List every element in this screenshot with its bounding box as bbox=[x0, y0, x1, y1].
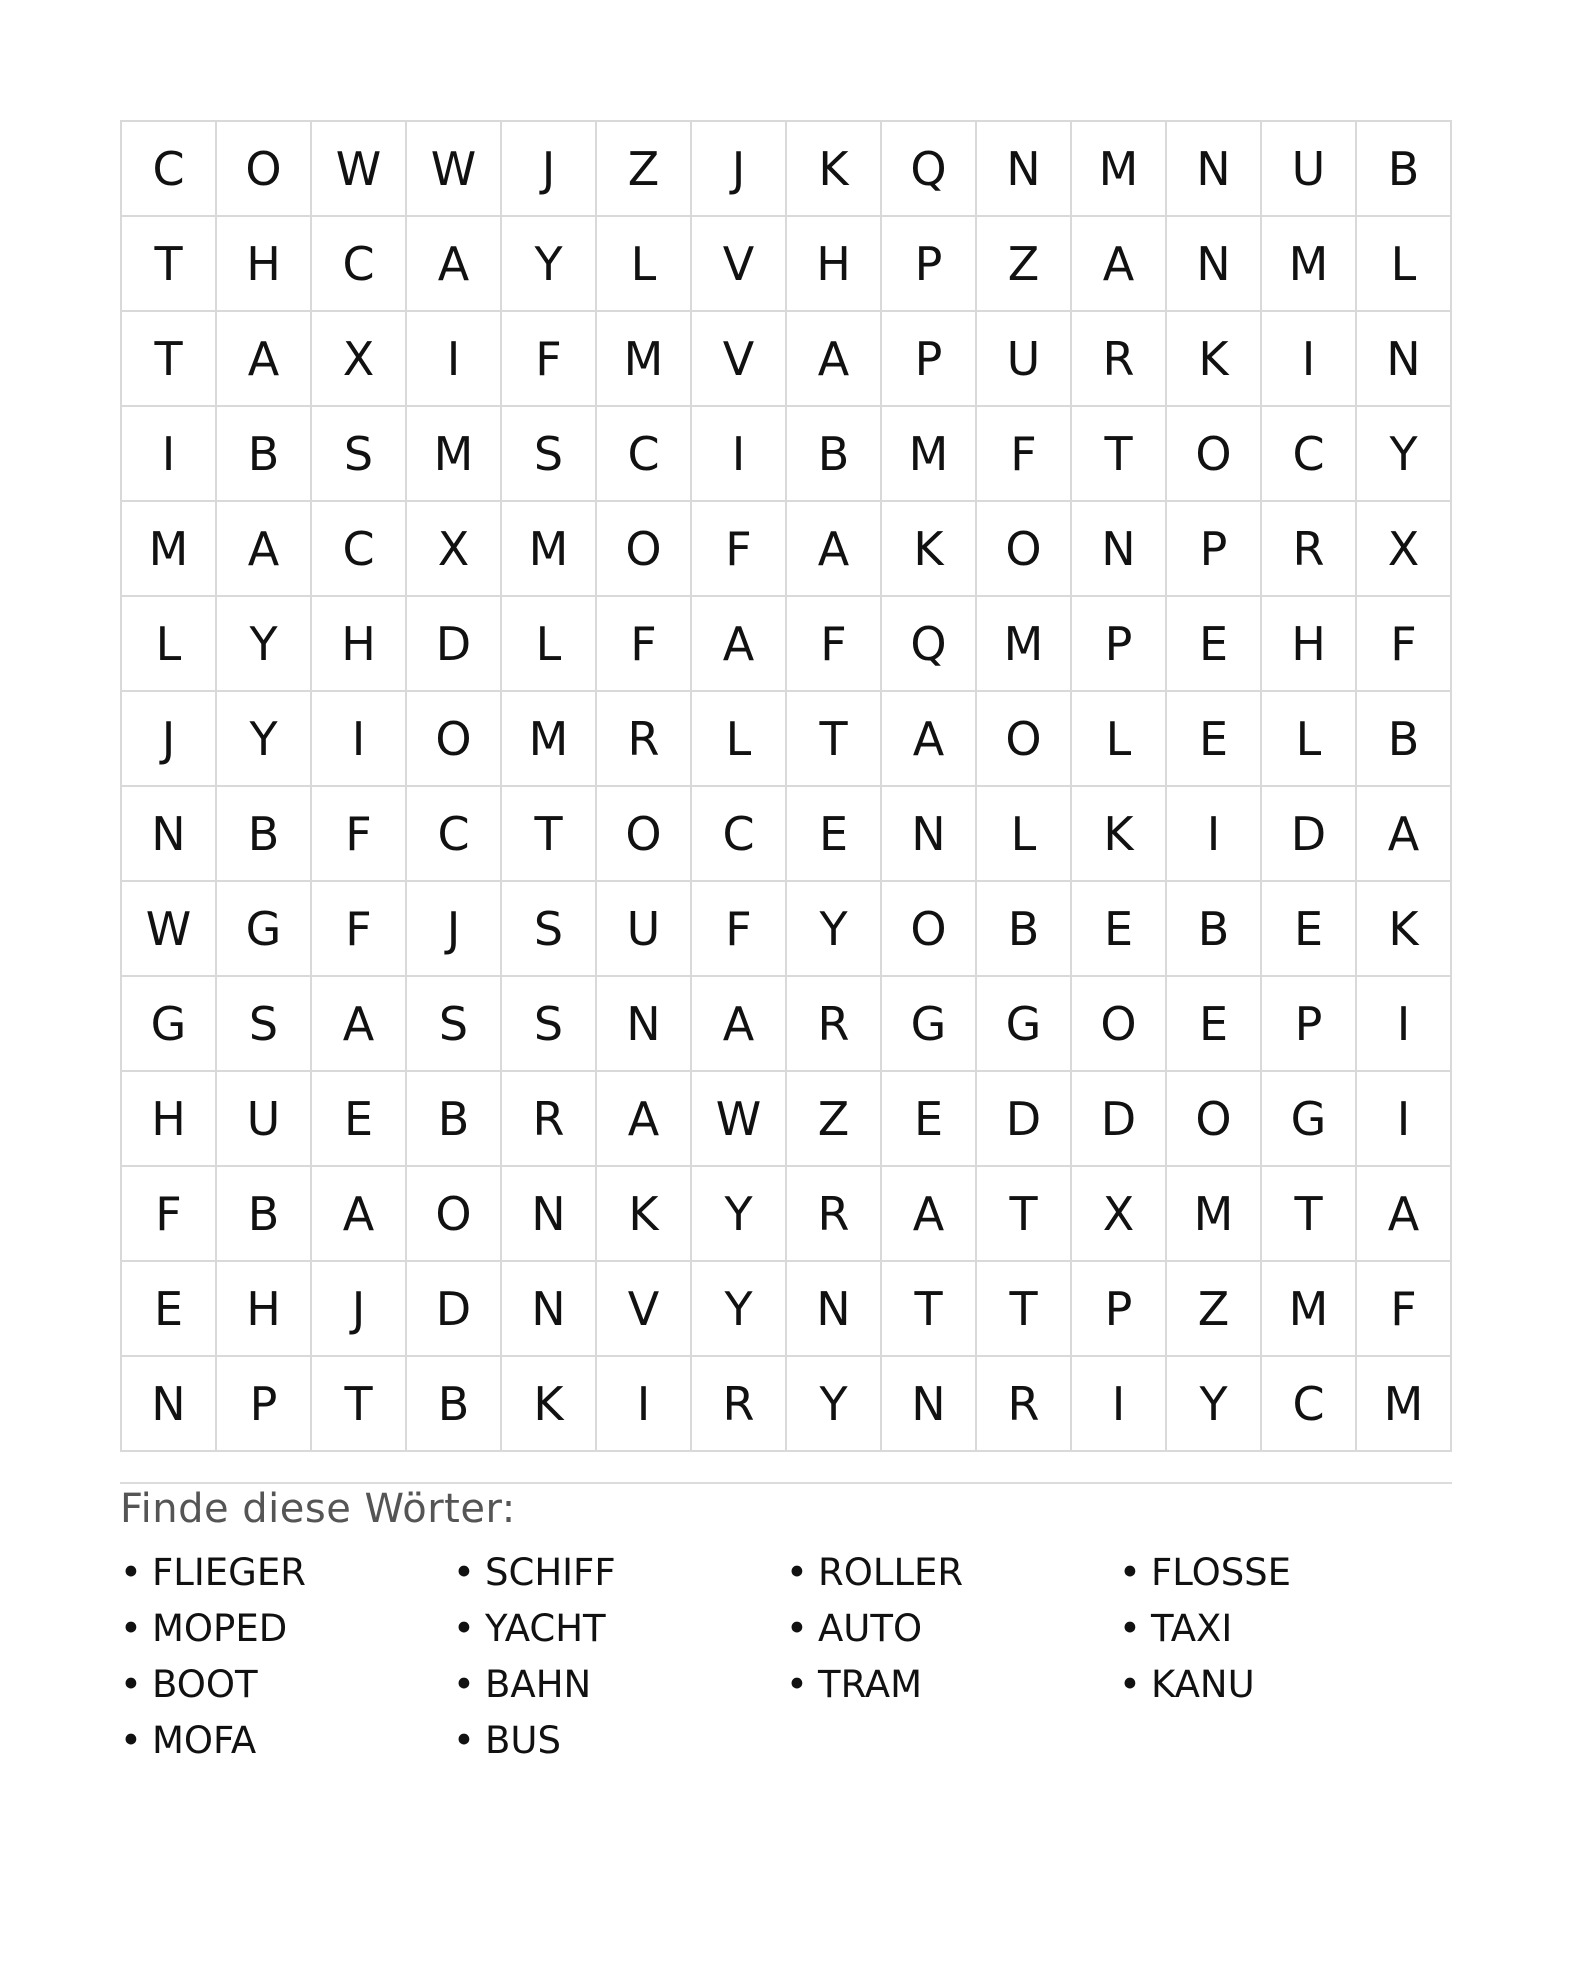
grid-cell[interactable]: C bbox=[1262, 407, 1357, 502]
grid-cell[interactable]: O bbox=[1167, 407, 1262, 502]
grid-cell[interactable]: I bbox=[312, 692, 407, 787]
grid-cell[interactable]: Y bbox=[787, 1357, 882, 1452]
grid-cell[interactable]: R bbox=[1072, 312, 1167, 407]
bullet-icon: • bbox=[120, 1606, 142, 1650]
grid-cell[interactable]: Y bbox=[217, 597, 312, 692]
bullet-icon: • bbox=[1119, 1550, 1141, 1594]
grid-cell[interactable]: A bbox=[597, 1072, 692, 1167]
grid-cell[interactable]: L bbox=[977, 787, 1072, 882]
bullet-icon: • bbox=[786, 1662, 808, 1706]
grid-cell[interactable]: L bbox=[122, 597, 217, 692]
grid-cell[interactable]: X bbox=[407, 502, 502, 597]
grid-cell[interactable]: B bbox=[217, 787, 312, 882]
grid-cell[interactable]: F bbox=[1357, 1262, 1452, 1357]
word-label: BAHN bbox=[485, 1662, 592, 1706]
grid-cell[interactable]: F bbox=[502, 312, 597, 407]
grid-cell[interactable]: H bbox=[122, 1072, 217, 1167]
grid-cell[interactable]: E bbox=[882, 1072, 977, 1167]
grid-cell[interactable]: E bbox=[1167, 597, 1262, 692]
grid-cell[interactable]: A bbox=[1357, 1167, 1452, 1262]
grid-cell[interactable]: J bbox=[122, 692, 217, 787]
grid-cell[interactable]: C bbox=[692, 787, 787, 882]
grid-cell[interactable]: O bbox=[1072, 977, 1167, 1072]
bullet-icon: • bbox=[453, 1606, 475, 1650]
grid-cell[interactable]: B bbox=[787, 407, 882, 502]
grid-cell[interactable]: S bbox=[312, 407, 407, 502]
grid-cell[interactable]: I bbox=[1357, 977, 1452, 1072]
grid-cell[interactable]: C bbox=[312, 217, 407, 312]
grid-cell[interactable]: O bbox=[217, 122, 312, 217]
grid-cell[interactable]: A bbox=[882, 1167, 977, 1262]
grid-cell[interactable]: A bbox=[217, 312, 312, 407]
grid-cell[interactable]: G bbox=[217, 882, 312, 977]
grid-cell[interactable]: T bbox=[977, 1167, 1072, 1262]
grid-cell[interactable]: E bbox=[312, 1072, 407, 1167]
grid-cell[interactable]: L bbox=[1357, 217, 1452, 312]
bullet-icon: • bbox=[453, 1662, 475, 1706]
grid-cell[interactable]: I bbox=[407, 312, 502, 407]
grid-cell[interactable]: C bbox=[597, 407, 692, 502]
grid-cell[interactable]: S bbox=[407, 977, 502, 1072]
grid-cell[interactable]: P bbox=[1262, 977, 1357, 1072]
grid-cell[interactable]: N bbox=[882, 787, 977, 882]
grid-cell[interactable]: N bbox=[122, 1357, 217, 1452]
grid-cell[interactable]: M bbox=[977, 597, 1072, 692]
grid-cell[interactable]: N bbox=[1167, 122, 1262, 217]
grid-cell[interactable]: J bbox=[407, 882, 502, 977]
grid-cell[interactable]: Z bbox=[597, 122, 692, 217]
bullet-icon: • bbox=[120, 1550, 142, 1594]
word-list-item bbox=[120, 1600, 453, 1656]
grid-cell[interactable]: L bbox=[502, 597, 597, 692]
bullet-icon: • bbox=[1119, 1662, 1141, 1706]
grid-cell[interactable]: H bbox=[217, 1262, 312, 1357]
grid-cell[interactable]: V bbox=[692, 217, 787, 312]
grid-cell[interactable]: D bbox=[1262, 787, 1357, 882]
grid-cell[interactable]: N bbox=[787, 1262, 882, 1357]
grid-cell[interactable]: N bbox=[502, 1262, 597, 1357]
word-label: KANU bbox=[1151, 1662, 1255, 1706]
word-label: TAXI bbox=[1151, 1606, 1233, 1650]
grid-cell[interactable]: F bbox=[692, 502, 787, 597]
grid-cell[interactable]: R bbox=[977, 1357, 1072, 1452]
word-label: MOPED bbox=[152, 1606, 288, 1650]
grid-cell[interactable]: D bbox=[977, 1072, 1072, 1167]
grid-cell[interactable]: L bbox=[597, 217, 692, 312]
grid-cell[interactable]: O bbox=[597, 787, 692, 882]
grid-cell[interactable]: K bbox=[882, 502, 977, 597]
grid-cell[interactable]: W bbox=[692, 1072, 787, 1167]
grid-cell[interactable]: T bbox=[882, 1262, 977, 1357]
grid-cell[interactable]: O bbox=[597, 502, 692, 597]
word-label: MOFA bbox=[152, 1718, 257, 1762]
grid-cell[interactable]: F bbox=[597, 597, 692, 692]
grid-cell[interactable]: A bbox=[217, 502, 312, 597]
word-label: AUTO bbox=[818, 1606, 923, 1650]
grid-cell[interactable]: R bbox=[787, 1167, 882, 1262]
grid-cell[interactable]: D bbox=[407, 597, 502, 692]
grid-cell[interactable]: B bbox=[1357, 122, 1452, 217]
grid-cell[interactable]: N bbox=[1167, 217, 1262, 312]
grid-cell[interactable]: F bbox=[977, 407, 1072, 502]
grid-cell[interactable]: D bbox=[1072, 1072, 1167, 1167]
grid-cell[interactable]: N bbox=[502, 1167, 597, 1262]
word-label: FLIEGER bbox=[152, 1550, 306, 1594]
bullet-icon: • bbox=[1119, 1606, 1141, 1650]
grid-cell[interactable]: M bbox=[1262, 217, 1357, 312]
grid-cell[interactable]: R bbox=[502, 1072, 597, 1167]
grid-cell[interactable]: H bbox=[312, 597, 407, 692]
grid-cell[interactable]: T bbox=[1262, 1167, 1357, 1262]
grid-cell[interactable]: E bbox=[787, 787, 882, 882]
grid-cell[interactable]: N bbox=[977, 122, 1072, 217]
grid-cell[interactable]: S bbox=[217, 977, 312, 1072]
grid-cell[interactable]: Q bbox=[882, 597, 977, 692]
grid-cell[interactable]: B bbox=[1357, 692, 1452, 787]
grid-cell[interactable]: D bbox=[407, 1262, 502, 1357]
grid-cell[interactable]: N bbox=[1357, 312, 1452, 407]
word-list-item bbox=[120, 1656, 453, 1712]
word-list-item bbox=[453, 1712, 786, 1768]
grid-cell[interactable]: H bbox=[217, 217, 312, 312]
grid-cell[interactable]: J bbox=[502, 122, 597, 217]
word-list-item bbox=[120, 1544, 453, 1600]
bullet-icon: • bbox=[453, 1718, 475, 1762]
grid-cell[interactable]: A bbox=[1072, 217, 1167, 312]
divider bbox=[120, 1482, 1452, 1484]
grid-cell[interactable]: W bbox=[407, 122, 502, 217]
word-list-item bbox=[1119, 1544, 1452, 1600]
grid-cell[interactable]: B bbox=[1167, 882, 1262, 977]
grid-cell[interactable]: N bbox=[1072, 502, 1167, 597]
grid-cell[interactable]: C bbox=[1262, 1357, 1357, 1452]
grid-cell[interactable]: O bbox=[407, 692, 502, 787]
grid-cell[interactable]: V bbox=[692, 312, 787, 407]
grid-cell[interactable]: B bbox=[407, 1357, 502, 1452]
grid-cell[interactable]: Z bbox=[977, 217, 1072, 312]
grid-cell[interactable]: I bbox=[1072, 1357, 1167, 1452]
grid-cell[interactable]: E bbox=[1167, 692, 1262, 787]
grid-cell[interactable]: B bbox=[977, 882, 1072, 977]
grid-cell[interactable]: T bbox=[122, 217, 217, 312]
grid-cell[interactable]: I bbox=[692, 407, 787, 502]
grid-cell[interactable]: X bbox=[1072, 1167, 1167, 1262]
grid-cell[interactable]: X bbox=[312, 312, 407, 407]
grid-cell[interactable]: Q bbox=[882, 122, 977, 217]
grid-cell[interactable]: K bbox=[597, 1167, 692, 1262]
grid-cell[interactable]: Y bbox=[1357, 407, 1452, 502]
word-label: ROLLER bbox=[818, 1550, 964, 1594]
grid-cell[interactable]: F bbox=[312, 787, 407, 882]
grid-cell[interactable]: E bbox=[1072, 882, 1167, 977]
bullet-icon: • bbox=[453, 1550, 475, 1594]
letter-grid bbox=[120, 120, 1452, 1452]
grid-cell[interactable]: M bbox=[1072, 122, 1167, 217]
grid-cell[interactable]: M bbox=[882, 407, 977, 502]
grid-cell[interactable]: M bbox=[1167, 1167, 1262, 1262]
grid-cell[interactable]: Y bbox=[787, 882, 882, 977]
grid-cell[interactable]: C bbox=[312, 502, 407, 597]
bullet-icon: • bbox=[786, 1606, 808, 1650]
grid-cell[interactable]: O bbox=[977, 692, 1072, 787]
grid-cell[interactable]: K bbox=[502, 1357, 597, 1452]
word-list-item bbox=[453, 1656, 786, 1712]
grid-cell[interactable]: B bbox=[217, 407, 312, 502]
grid-cell[interactable]: A bbox=[407, 217, 502, 312]
grid-cell[interactable]: M bbox=[1357, 1357, 1452, 1452]
grid-cell[interactable]: G bbox=[977, 977, 1072, 1072]
word-label: BUS bbox=[485, 1718, 561, 1762]
grid-cell[interactable]: N bbox=[882, 1357, 977, 1452]
word-label: TRAM bbox=[818, 1662, 923, 1706]
grid-cell[interactable]: S bbox=[502, 882, 597, 977]
grid-cell[interactable]: W bbox=[312, 122, 407, 217]
grid-cell[interactable]: U bbox=[1262, 122, 1357, 217]
grid-cell[interactable]: F bbox=[1357, 597, 1452, 692]
grid-cell[interactable]: T bbox=[502, 787, 597, 882]
grid-cell[interactable]: P bbox=[217, 1357, 312, 1452]
grid-cell[interactable]: E bbox=[1167, 977, 1262, 1072]
grid-cell[interactable]: K bbox=[1167, 312, 1262, 407]
grid-cell[interactable]: J bbox=[692, 122, 787, 217]
grid-cell[interactable]: B bbox=[407, 1072, 502, 1167]
grid-cell[interactable]: Y bbox=[217, 692, 312, 787]
grid-cell[interactable]: F bbox=[787, 597, 882, 692]
grid-cell[interactable]: M bbox=[1262, 1262, 1357, 1357]
word-list-item bbox=[786, 1544, 1119, 1600]
grid-cell[interactable]: T bbox=[977, 1262, 1072, 1357]
grid-cell[interactable]: O bbox=[1167, 1072, 1262, 1167]
grid-cell[interactable]: I bbox=[1167, 787, 1262, 882]
grid-cell[interactable]: S bbox=[502, 977, 597, 1072]
grid-cell[interactable]: R bbox=[597, 692, 692, 787]
word-list-item bbox=[120, 1712, 453, 1768]
bullet-icon: • bbox=[786, 1550, 808, 1594]
grid-cell[interactable]: N bbox=[597, 977, 692, 1072]
grid-cell[interactable]: Y bbox=[502, 217, 597, 312]
grid-cell[interactable]: K bbox=[1072, 787, 1167, 882]
grid-cell[interactable]: M bbox=[502, 502, 597, 597]
grid-cell[interactable]: I bbox=[597, 1357, 692, 1452]
grid-cell[interactable]: P bbox=[1072, 1262, 1167, 1357]
grid-cell[interactable]: O bbox=[882, 882, 977, 977]
grid-cell[interactable]: A bbox=[1357, 787, 1452, 882]
grid-cell[interactable]: Y bbox=[692, 1167, 787, 1262]
grid-cell[interactable]: C bbox=[407, 787, 502, 882]
grid-cell[interactable]: L bbox=[1262, 692, 1357, 787]
grid-cell[interactable]: U bbox=[977, 312, 1072, 407]
grid-cell[interactable]: R bbox=[787, 977, 882, 1072]
grid-cell[interactable]: A bbox=[692, 977, 787, 1072]
grid-cell[interactable]: O bbox=[407, 1167, 502, 1262]
grid-cell[interactable]: P bbox=[1072, 597, 1167, 692]
grid-cell[interactable]: E bbox=[1262, 882, 1357, 977]
word-list-item bbox=[453, 1544, 786, 1600]
grid-cell[interactable]: A bbox=[312, 1167, 407, 1262]
grid-cell[interactable]: G bbox=[1262, 1072, 1357, 1167]
grid-cell[interactable]: I bbox=[1357, 1072, 1452, 1167]
word-label: FLOSSE bbox=[1151, 1550, 1292, 1594]
grid-cell[interactable]: A bbox=[787, 312, 882, 407]
grid-cell[interactable]: R bbox=[1262, 502, 1357, 597]
grid-cell[interactable]: A bbox=[882, 692, 977, 787]
grid-cell[interactable]: O bbox=[977, 502, 1072, 597]
word-list-item bbox=[1119, 1656, 1452, 1712]
grid-cell[interactable]: Z bbox=[787, 1072, 882, 1167]
grid-cell[interactable]: T bbox=[122, 312, 217, 407]
grid-cell[interactable]: I bbox=[122, 407, 217, 502]
grid-cell[interactable]: A bbox=[787, 502, 882, 597]
grid-cell[interactable]: F bbox=[692, 882, 787, 977]
grid-cell[interactable]: L bbox=[692, 692, 787, 787]
word-list-heading: Finde diese Wörter: bbox=[120, 1486, 516, 1532]
grid-cell[interactable]: U bbox=[597, 882, 692, 977]
word-list bbox=[120, 1544, 1452, 1768]
grid-cell[interactable]: K bbox=[787, 122, 882, 217]
grid-cell[interactable]: E bbox=[122, 1262, 217, 1357]
word-list-item bbox=[1119, 1600, 1452, 1656]
grid-cell[interactable]: T bbox=[1072, 407, 1167, 502]
grid-cell[interactable]: H bbox=[787, 217, 882, 312]
grid-cell[interactable]: K bbox=[1357, 882, 1452, 977]
grid-cell[interactable]: F bbox=[312, 882, 407, 977]
grid-cell[interactable]: Y bbox=[692, 1262, 787, 1357]
grid-cell[interactable]: J bbox=[312, 1262, 407, 1357]
grid-cell[interactable]: P bbox=[882, 312, 977, 407]
grid-cell[interactable]: P bbox=[882, 217, 977, 312]
grid-cell[interactable]: M bbox=[122, 502, 217, 597]
grid-cell[interactable]: C bbox=[122, 122, 217, 217]
grid-cell[interactable]: P bbox=[1167, 502, 1262, 597]
word-list-item bbox=[786, 1656, 1119, 1712]
grid-cell[interactable]: V bbox=[597, 1262, 692, 1357]
grid-cell[interactable]: X bbox=[1357, 502, 1452, 597]
word-list-item bbox=[786, 1600, 1119, 1656]
grid-cell[interactable]: T bbox=[787, 692, 882, 787]
grid-cell[interactable]: L bbox=[1072, 692, 1167, 787]
grid-cell[interactable]: S bbox=[502, 407, 597, 502]
grid-cell[interactable]: A bbox=[312, 977, 407, 1072]
grid-cell[interactable]: U bbox=[217, 1072, 312, 1167]
word-label: BOOT bbox=[152, 1662, 258, 1706]
grid-cell[interactable]: R bbox=[692, 1357, 787, 1452]
bullet-icon: • bbox=[120, 1662, 142, 1706]
grid-cell[interactable]: A bbox=[692, 597, 787, 692]
grid-cell[interactable]: M bbox=[597, 312, 692, 407]
word-label: SCHIFF bbox=[485, 1550, 616, 1594]
grid-cell[interactable]: M bbox=[502, 692, 597, 787]
grid-cell[interactable]: W bbox=[122, 882, 217, 977]
grid-cell[interactable]: T bbox=[312, 1357, 407, 1452]
word-list-item bbox=[453, 1600, 786, 1656]
grid-cell[interactable]: G bbox=[882, 977, 977, 1072]
grid-cell[interactable]: Y bbox=[1167, 1357, 1262, 1452]
grid-cell[interactable]: Z bbox=[1167, 1262, 1262, 1357]
grid-cell[interactable]: I bbox=[1262, 312, 1357, 407]
grid-cell[interactable]: H bbox=[1262, 597, 1357, 692]
grid-cell[interactable]: M bbox=[407, 407, 502, 502]
bullet-icon: • bbox=[120, 1718, 142, 1762]
grid-cell[interactable]: F bbox=[122, 1167, 217, 1262]
grid-cell[interactable]: N bbox=[122, 787, 217, 882]
grid-cell[interactable]: B bbox=[217, 1167, 312, 1262]
word-label: YACHT bbox=[485, 1606, 606, 1650]
grid-cell[interactable]: G bbox=[122, 977, 217, 1072]
